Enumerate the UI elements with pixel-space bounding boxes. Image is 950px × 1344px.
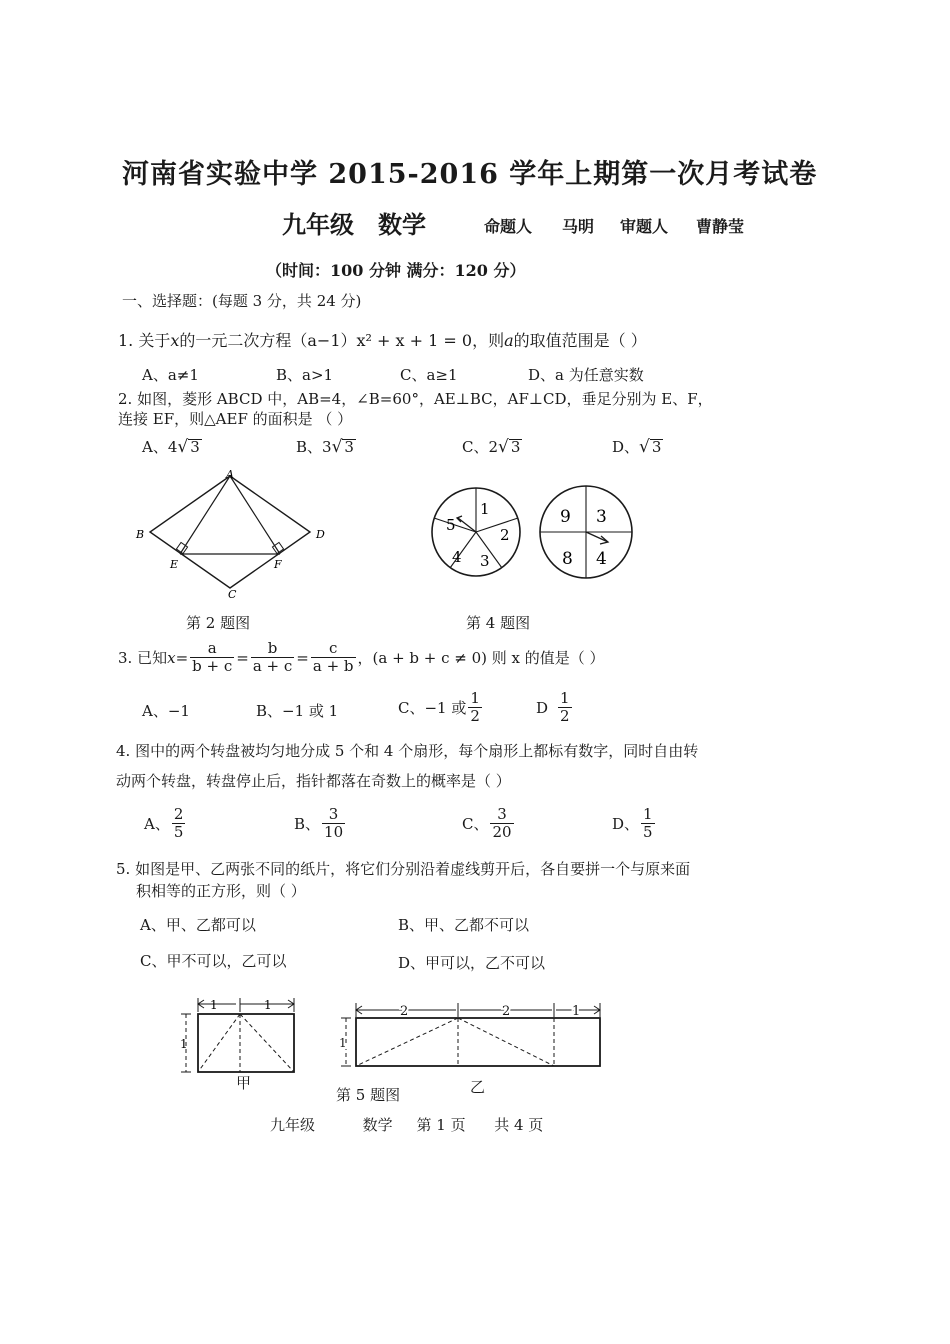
q1-option-a: A、a≠1 (142, 366, 199, 384)
equals-sign: = (236, 648, 249, 667)
equals-sign: = (175, 648, 189, 667)
question-1-stem (118, 328, 647, 351)
vertex-label-f: F (274, 558, 282, 571)
reviewer-label: 审题人 (620, 217, 669, 236)
exam-title: 河南省实验中学 2015-2016 学年上期第一次月考试卷 (122, 159, 818, 190)
radicand: 3 (344, 438, 354, 456)
question-3-stem (118, 640, 605, 675)
denominator: 5 (173, 823, 184, 841)
author-label: 命题人 (484, 217, 533, 236)
q4-option-b (294, 806, 347, 841)
figure-4-caption: 第 4 题图 (466, 614, 531, 632)
q3-fraction (311, 640, 356, 675)
question-2-line2: 连接 EF，则△AEF 的面积是 （ ） (118, 410, 353, 428)
spinner2-sector-label: 8 (562, 549, 573, 569)
q2-option-c (462, 436, 522, 457)
q3-option-label: C、−1 或 (398, 699, 467, 717)
q4-option-label: C、 (462, 815, 489, 833)
numerator: 3 (328, 805, 339, 823)
denominator: a + b (312, 657, 354, 675)
q1-stem-part: 的一元二次方程（a−1）x² + x + 1 = 0，则 (179, 331, 505, 350)
q4-option-label: A、 (144, 815, 170, 833)
question-2-line1: 2. 如图，菱形 ABCD 中，AB=4，∠B=60°，AE⊥BC，AF⊥CD，垂足分别为 E、F， (118, 390, 713, 408)
question-5-line2: 积相等的正方形，则（ ） (136, 882, 306, 900)
figure-5-caption: 第 5 题图 (336, 1086, 401, 1104)
q3-half-fraction (468, 690, 482, 725)
denominator: a + c (252, 657, 293, 675)
denominator: 5 (643, 823, 653, 841)
dimension-label: 1 (180, 1037, 188, 1051)
radical-sign: √ (177, 437, 189, 457)
figure-5-paper-jia (178, 996, 306, 1082)
q4-fraction (490, 806, 513, 841)
denominator: b + c (192, 657, 233, 675)
spinner2-sector-label: 3 (596, 507, 607, 527)
numerator: 1 (470, 689, 480, 707)
radicand: 3 (510, 438, 521, 456)
dimension-label: 2 (502, 1004, 511, 1019)
author-name: 马明 (562, 217, 595, 236)
q1-stem-part: 1. 关于 (118, 331, 171, 350)
figure-4-spinners (428, 484, 648, 582)
figure-2-rhombus (128, 466, 348, 598)
spinner2-sector-label: 4 (596, 549, 607, 569)
q3-option-b: B、−1 或 1 (256, 702, 339, 720)
q3-var-x: x (167, 648, 176, 667)
vertex-label-d: D (316, 528, 325, 541)
reviewer-name: 曹静莹 (696, 217, 745, 236)
q3-option-a: A、−1 (142, 702, 190, 720)
q1-option-c: C、a≥1 (400, 366, 458, 384)
spinner-four-sectors (540, 486, 632, 578)
q4-option-a (144, 806, 187, 841)
radicand: 3 (651, 438, 662, 456)
spinner1-sector-label: 2 (500, 526, 510, 544)
q5-option-c: C、甲不可以，乙可以 (140, 952, 287, 970)
q1-option-b: B、a>1 (276, 366, 334, 384)
denominator: 20 (492, 823, 512, 841)
radical-sign: √ (639, 437, 650, 457)
rhombus-outline (150, 476, 310, 588)
q2-option-a (142, 436, 202, 457)
q2-option-d (612, 436, 663, 457)
numerator: b (267, 639, 278, 657)
numerator: 1 (643, 805, 653, 823)
spinner2-sector-label: 9 (560, 507, 571, 527)
spinner-five-sectors (432, 488, 520, 576)
vertex-label-b: B (136, 528, 145, 541)
q1-option-d: D、a 为任意实数 (528, 366, 644, 384)
figure-2-caption: 第 2 题图 (186, 614, 251, 632)
subject-label: 数学 (378, 210, 426, 239)
radical-sign: √ (498, 437, 509, 457)
spinner1-sector-label: 3 (480, 552, 490, 570)
q1-var-x: x (170, 331, 180, 350)
q4-fraction (641, 806, 655, 841)
q2-option-label: A、4 (142, 438, 178, 456)
q4-option-label: D、 (612, 815, 640, 833)
q3-lead: 3. 已知 (118, 649, 168, 667)
spinner1-sector-label: 1 (480, 500, 490, 518)
question-4-line2: 动两个转盘，转盘停止后，指针都落在奇数上的概率是（ ） (116, 772, 511, 790)
dimension-label: 2 (400, 1004, 409, 1019)
q3-option-c (398, 690, 484, 725)
grade-label: 九年级 (282, 210, 354, 239)
numerator: 3 (497, 805, 507, 823)
figure-5-label-yi: 乙 (470, 1078, 486, 1096)
q4-option-d (612, 806, 657, 841)
q4-option-c (462, 806, 516, 841)
q4-fraction (322, 806, 345, 841)
q4-option-label: B、 (294, 815, 321, 833)
q3-fraction (251, 640, 294, 675)
radicand: 3 (190, 438, 200, 456)
q3-half-fraction (558, 690, 572, 725)
section-heading: 一、选择题：(每题 3 分，共 24 分) (122, 292, 362, 310)
figure-5-label-jia: 甲 (236, 1074, 252, 1092)
radical-sign: √ (331, 437, 343, 457)
q4-fraction (172, 806, 186, 841)
question-4-line1: 4. 图中的两个转盘被均匀地分成 5 个和 4 个扇形，每个扇形上都标有数字，同时自由转 (116, 742, 699, 760)
numerator: c (328, 639, 338, 657)
q3-fraction (190, 640, 234, 675)
dimension-label: 1 (210, 998, 218, 1012)
segment-af (230, 476, 280, 554)
q2-option-label: C、2 (462, 438, 499, 456)
q1-stem-part: 的取值范围是（ ） (513, 331, 647, 350)
numerator: a (207, 639, 217, 657)
vertex-label-a: A (226, 468, 234, 481)
denominator: 2 (470, 707, 480, 725)
dimension-label: 1 (264, 998, 272, 1012)
q2-option-label: B、3 (296, 438, 332, 456)
q1-var-a: a (504, 331, 514, 350)
numerator: 1 (560, 689, 570, 707)
q2-option-b (296, 436, 356, 457)
denominator: 2 (560, 707, 570, 725)
figure-5-paper-yi (338, 1000, 606, 1072)
q2-option-label: D、 (612, 438, 640, 456)
q5-option-a: A、甲、乙都可以 (140, 916, 256, 934)
denominator: 10 (324, 823, 344, 841)
question-5-line1: 5. 如图是甲、乙两张不同的纸片，将它们分别沿着虚线剪开后，各自要拼一个与原来面 (116, 860, 691, 878)
q5-option-d: D、甲可以，乙不可以 (398, 954, 546, 972)
q5-option-b: B、甲、乙都不可以 (398, 916, 530, 934)
spinner1-sector-label: 5 (446, 516, 456, 534)
vertex-label-c: C (228, 588, 237, 598)
segment-ae (180, 476, 230, 554)
spinner1-sector-label: 4 (452, 548, 462, 566)
q3-condition: ，(a + b + c ≠ 0) 则 x 的值是（ ） (357, 649, 605, 667)
vertex-label-e: E (170, 558, 179, 571)
q3-option-label: D (536, 698, 549, 717)
equals-sign: = (296, 648, 309, 667)
numerator: 2 (173, 805, 184, 823)
dimension-label: 1 (339, 1036, 347, 1050)
page-footer: 九年级 数学 第 1 页 共 4 页 (270, 1116, 544, 1134)
time-info: （时间：100 分钟 满分：120 分） (266, 261, 526, 280)
q3-option-d (536, 690, 574, 725)
dimension-label: 1 (572, 1004, 581, 1019)
